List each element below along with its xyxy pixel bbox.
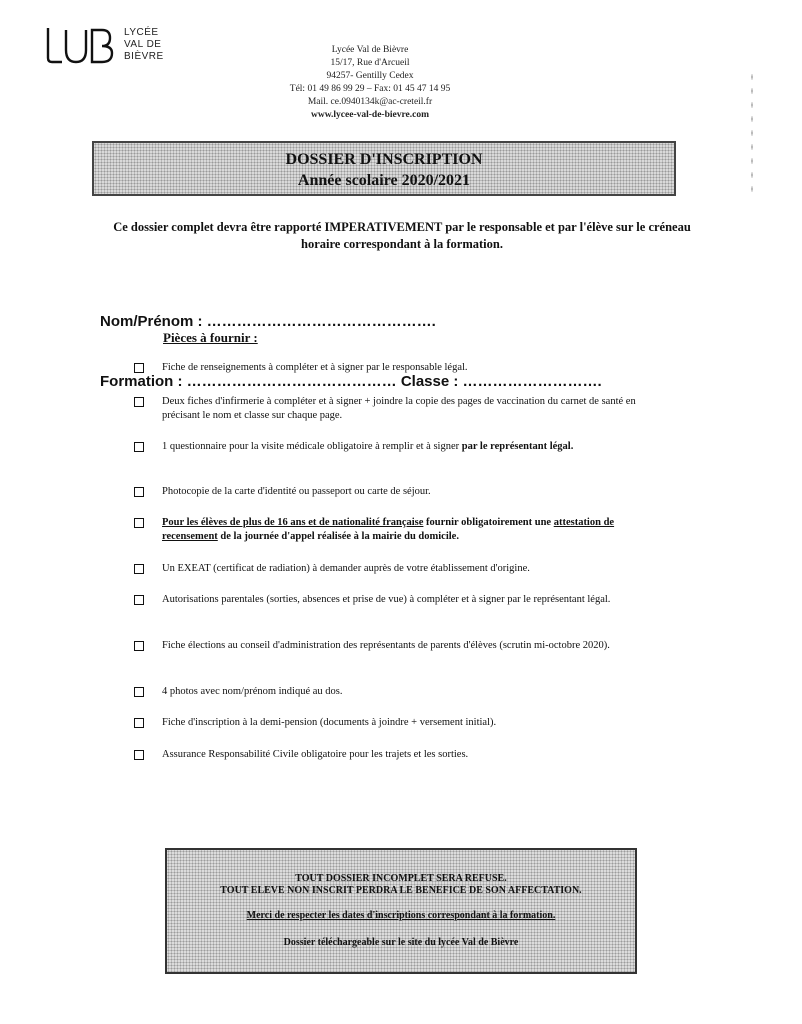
checkbox[interactable]	[134, 687, 144, 697]
checklist-item-text	[162, 361, 670, 375]
address-line: Lycée Val de Bièvre	[331, 45, 409, 55]
item-text-part: fournir obligatoirement une	[423, 517, 554, 528]
item-text-part: Pour les élèves de plus de 16 ans et de nationalité française	[162, 517, 424, 528]
checkbox[interactable]	[134, 718, 144, 728]
checklist-item	[134, 639, 674, 653]
item-text-part: Deux fiches d'infirmerie à compléter et à signer + joindre la copie des pages de vaccination du carnet de santé en précisant le nom et classe sur chaque page.	[162, 396, 636, 421]
document-title: DOSSIER D'INSCRIPTION	[285, 151, 483, 168]
item-text-part: attestation de recensement	[162, 517, 615, 542]
address-line: Tél: 01 49 86 99 29 – Fax: 01 45 47 14 95	[289, 84, 451, 94]
item-text-part: Fiche élections au conseil d'administration des représentants de parents d'élèves (scrutin mi-octobre 2020).	[162, 640, 610, 651]
checklist-item	[134, 748, 674, 762]
scan-artifact	[750, 70, 754, 200]
item-text-part: Fiche d'inscription à la demi-pension (documents à joindre + versement initial).	[162, 717, 497, 728]
notice-incomplete: TOUT DOSSIER INCOMPLET SERA REFUSE.	[295, 873, 507, 884]
notice-download: Dossier téléchargeable sur le site du lycée Val de Bièvre	[283, 937, 519, 948]
checklist-item-text	[162, 748, 670, 762]
checklist-item	[134, 395, 674, 423]
notice-no-enrolment: TOUT ELEVE NON INSCRIT PERDRA LE BENEFICE DE SON AFFECTATION.	[220, 885, 582, 896]
checklist-item	[134, 685, 674, 699]
checklist-item-text	[162, 440, 670, 454]
school-year: Année scolaire 2020/2021	[297, 172, 471, 189]
school-logo	[44, 24, 164, 66]
logo-line: LYCÉE	[124, 27, 159, 38]
checkbox[interactable]	[134, 442, 144, 452]
address-line: Mail. ce.0940134k@ac-creteil.fr	[307, 97, 433, 107]
checklist-item	[134, 361, 674, 375]
checklist-item	[134, 593, 674, 607]
checklist-item-text	[162, 516, 670, 544]
checkbox[interactable]	[134, 595, 144, 605]
item-text-part: Un EXEAT (certificat de radiation) à demander auprès de votre établissement d'origine.	[162, 563, 530, 574]
item-text-part: Autorisations parentales (sorties, absences et prise de vue) à compléter et à signer par le représentant légal.	[162, 594, 611, 605]
website-link[interactable]: www.lycee-val-de-bievre.com	[310, 110, 429, 120]
checklist-item-text	[162, 562, 670, 576]
logo-line: VAL DE	[124, 39, 162, 50]
checklist-item-text	[162, 395, 670, 423]
notice-dates: Merci de respecter les dates d'inscriptions correspondant à la formation.	[246, 910, 556, 921]
checkbox[interactable]	[134, 518, 144, 528]
checklist-item	[134, 716, 674, 730]
checkbox[interactable]	[134, 487, 144, 497]
address-line: 94257- Gentilly Cedex	[326, 71, 414, 81]
checklist-item	[134, 516, 674, 544]
item-text-part: Fiche de renseignements à compléter et à signer par le responsable légal.	[162, 362, 468, 373]
checklist-item	[134, 485, 674, 499]
notice-box	[165, 848, 637, 974]
document-title-box	[92, 141, 676, 196]
item-text-part: par le représentant légal.	[461, 441, 574, 452]
checklist-item-text	[162, 593, 670, 607]
checklist-item-text	[162, 716, 670, 730]
item-text-part: Assurance Responsabilité Civile obligatoire pour les trajets et les sorties.	[162, 749, 469, 760]
checklist-item	[134, 440, 674, 454]
checkbox[interactable]	[134, 750, 144, 760]
item-text-part: Photocopie de la carte d'identité ou passeport ou carte de séjour.	[162, 486, 431, 497]
item-text-part: 4 photos avec nom/prénom indiqué au dos.	[162, 686, 343, 697]
checklist-item-text	[162, 639, 670, 653]
checklist-item-text	[162, 685, 670, 699]
school-address	[220, 44, 520, 122]
item-text-part: de la journée d'appel réalisée à la mairie du domicile.	[217, 531, 459, 542]
logo-line: BIÈVRE	[124, 51, 164, 62]
checkbox[interactable]	[134, 641, 144, 651]
lvb-logo-mark	[44, 24, 118, 66]
name-field[interactable]: Nom/Prénom : ……………………………………….	[100, 313, 436, 330]
address-line: 15/17, Rue d'Arcueil	[330, 58, 410, 68]
checkbox[interactable]	[134, 564, 144, 574]
pieces-heading: Pièces à fournir :	[163, 330, 258, 345]
intro-text: Ce dossier complet devra être rapporté IMPERATIVEMENT par le responsable et par l'élève sur le créneau horaire correspondant à la formation.	[113, 220, 691, 251]
checkbox[interactable]	[134, 363, 144, 373]
checklist-item-text	[162, 485, 670, 499]
formation-class-field[interactable]: Formation : …………………………………… Classe : ……………………….	[100, 373, 602, 390]
logo-text	[124, 27, 164, 63]
checkbox[interactable]	[134, 397, 144, 407]
item-text-part: 1 questionnaire pour la visite médicale obligatoire à remplir et à signer	[162, 441, 462, 452]
checklist-item	[134, 562, 674, 576]
